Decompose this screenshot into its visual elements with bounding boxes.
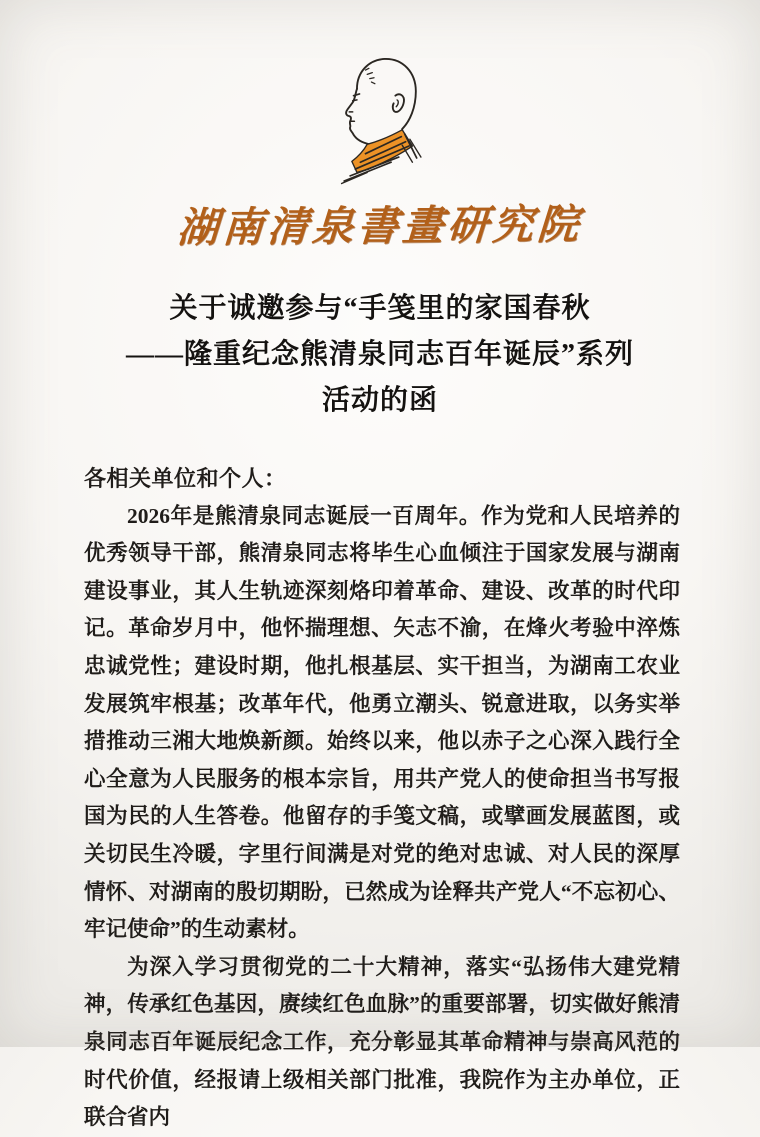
letter-title <box>0 286 760 424</box>
body-paragraph-2: 为深入学习贯彻党的二十大精神，落实“弘扬伟大建党精神，传承红色基因，赓续红色血脉”的重要部署，切实做好熊清泉同志百年诞辰纪念工作，充分彰显其革命精神与崇高风范的时代价值，经报请上级相关部门批准，我院作为主办单位，正联合省内 <box>84 954 680 1130</box>
letterhead <box>0 0 760 252</box>
letter-body <box>84 460 680 1137</box>
title-line-3: 活动的函 <box>321 385 438 416</box>
title-line-2: ——隆重纪念熊清泉同志百年诞辰”系列 <box>125 339 634 370</box>
salutation: 各相关单位和个人： <box>84 466 287 491</box>
org-name-calligraphy: 湖南清泉書畫研究院 <box>175 201 584 251</box>
title-line-1: 关于诚邀参与“手笺里的家国春秋 <box>169 293 591 324</box>
body-paragraph-1: 2026年是熊清泉同志诞辰一百周年。作为党和人民培养的优秀领导干部，熊清泉同志将毕生心血倾注于国家发展与湖南建设事业，其人生轨迹深刻烙印着革命、建设、改革的时代印记。革命岁月中，他怀揣理想、矢志不渝，在烽火考验中淬炼忠诚党性；建设时期，他扎根基层、实干担当，为湖南工农业发展筑牢根基；改革年代，他勇立潮头、锐意进取，以务实举措推动三湘大地焕新颜。始终以来，他以赤子之心深入践行全心全意为人民服务的根本宗旨，用共产党人的使命担当书写报国为民的人生答卷。他留存的手笺文稿，或擘画发展蓝图，或关切民生冷暖，字里行间满是对党的绝对忠诚、对人民的深厚情怀、对湖南的殷切期盼，已然成为诠释共产党人“不忘初心、牢记使命”的生动素材。 <box>84 503 680 942</box>
portrait-sketch-icon <box>316 48 444 186</box>
